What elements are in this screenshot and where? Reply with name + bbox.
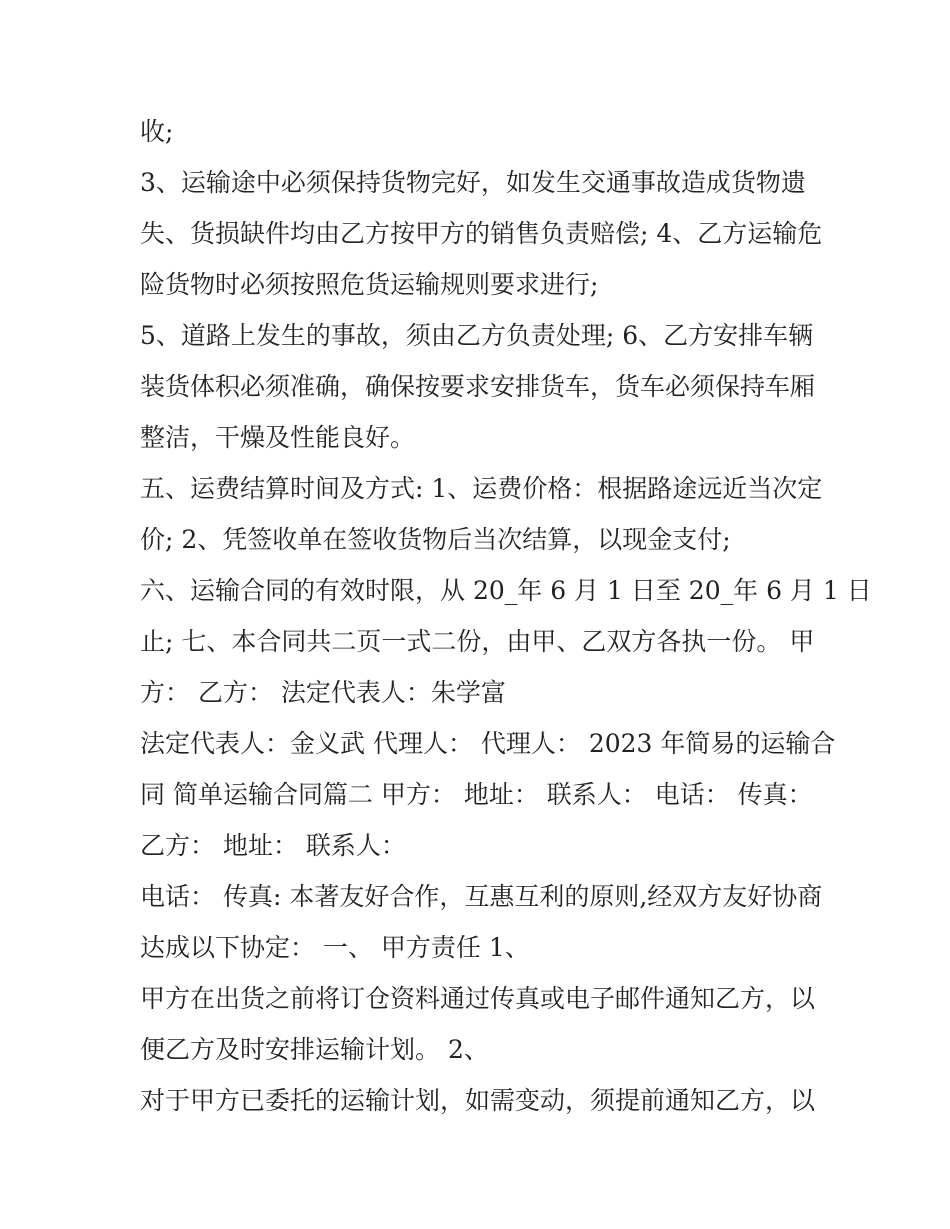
text-line: 整洁，干燥及性能良好。: [140, 423, 416, 452]
text-line: 收;: [140, 117, 174, 146]
text-line: 甲方在出货之前将订仓资料通过传真或电子邮件通知乙方，以: [140, 984, 816, 1013]
text-line: 法定代表人：金义武 代理人： 代理人： 2023 年简易的运输合: [140, 729, 836, 758]
text-line: 达成以下协定： 一、 甲方责任 1、: [140, 933, 530, 962]
text-line: 止; 七、本合同共二页一式二份，由甲、乙双方各执一份。 甲: [140, 627, 815, 656]
document-body: [140, 106, 872, 1126]
text-line: 方： 乙方： 法定代表人：朱学富: [140, 678, 506, 707]
text-line: 六、运输合同的有效时限，从 20_年 6 月 1 日至 20_年 6 月 1 日: [140, 576, 872, 605]
text-line: 失、货损缺件均由乙方按甲方的销售负责赔偿; 4、乙方运输危: [140, 219, 823, 248]
text-line: 3、运输途中必须保持货物完好，如发生交通事故造成货物遗: [140, 168, 806, 197]
text-line: 五、运费结算时间及方式: 1、运费价格：根据路途远近当次定: [140, 474, 823, 503]
text-line: 险货物时必须按照危货运输规则要求进行;: [140, 270, 599, 299]
text-line: 乙方： 地址： 联系人：: [140, 831, 406, 860]
text-line: 对于甲方已委托的运输计划，如需变动，须提前通知乙方，以: [140, 1086, 816, 1115]
text-line: 价; 2、凭签收单在签收货物后当次结算，以现金支付;: [140, 525, 731, 554]
text-line: 5、道路上发生的事故，须由乙方负责处理; 6、乙方安排车辆: [140, 321, 814, 350]
text-line: 便乙方及时安排运输计划。 2、: [140, 1035, 489, 1064]
text-line: 装货体积必须准确，确保按要求安排货车，货车必须保持车厢: [140, 372, 816, 401]
text-line: 电话： 传真: 本著友好合作，互惠互利的原则,经双方友好协商: [140, 882, 823, 911]
text-line: 同 简单运输合同篇二 甲方： 地址： 联系人： 电话： 传真：: [140, 780, 813, 809]
